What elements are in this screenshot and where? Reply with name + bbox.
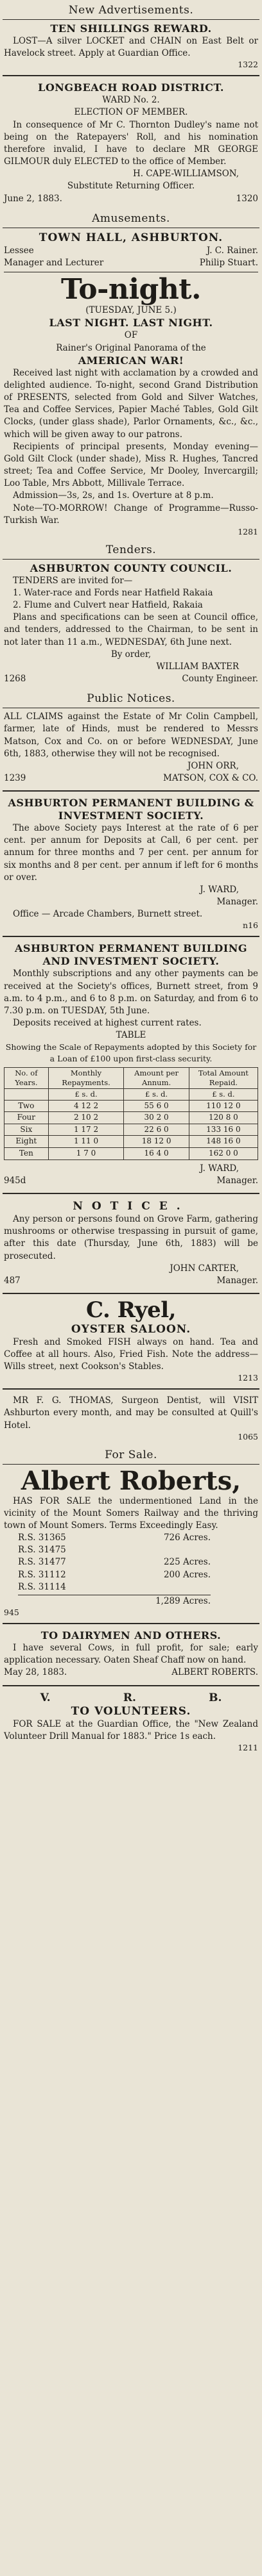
pbis-ad-2 bbox=[3, 940, 259, 1190]
county-council-ref: 1268 bbox=[4, 674, 26, 685]
dairymen-heading: TO DAIRYMEN AND OTHERS. bbox=[40, 1629, 222, 1642]
road-district-ref: 1320 bbox=[236, 193, 258, 204]
tender-item-1: 1. Water-race and Fords near Hatfield Rakaia bbox=[13, 587, 213, 598]
cell-total: 110 12 0 bbox=[189, 1100, 258, 1112]
lot-acres: 225 Acres. bbox=[163, 1557, 211, 1568]
tender-item-2: 2. Flume and Culvert near Hatfield, Rakaia bbox=[13, 600, 203, 611]
notice-heading: NOTICE. bbox=[73, 1199, 189, 1213]
reward-body: LOST—A silver LOCKET and CHAIN on East Belt or Havelock street. Apply at Guardian Office. bbox=[4, 36, 258, 59]
town-hall-body: Received last night with acclamation by a crowded and delighted audience. To-night, second Grand Distribution of PRESENTS, selected from Gold and Silver Watches, Tea and Coffee Services, Papier Maché Tables, Gold Gilt Clocks, (under glass shade), Parlor Ornaments, &c., &c., which will be given away to our patrons. bbox=[4, 367, 258, 440]
divider bbox=[3, 1293, 259, 1294]
road-district-date: June 2, 1883. bbox=[4, 193, 62, 204]
pbis-2-body-1: Monthly subscriptions and any other payments can be received at the Society's offices, Burnett street, from 9 a.m. to 4 p.m., and 6 to 8 p.m. on Saturday, and from 6 to 7.30 p.m. on TUESDAY, 5th June. bbox=[4, 968, 258, 1016]
list-item bbox=[18, 1569, 211, 1581]
road-district-ward: WARD No. 2. bbox=[102, 95, 160, 106]
ryel-ad bbox=[3, 1297, 259, 1386]
lessee-name: J. C. Rainer. bbox=[206, 245, 258, 256]
roberts-name: Albert Roberts, bbox=[21, 1465, 241, 1496]
claims-signer-2: MATSON, COX & CO. bbox=[163, 773, 258, 783]
tonight-title: To-night. bbox=[61, 273, 201, 306]
claims-body: ALL CLAIMS against the Estate of Mr Colin Campbell, farmer, late of Hinds, must be rendered to Messrs Matson, Cox and Co. on or before WEDNESDAY, June 6th, 1883, otherwise they will not be recognised. bbox=[4, 711, 258, 759]
table-row bbox=[4, 1148, 258, 1160]
cell-monthly: 4 12 2 bbox=[48, 1100, 124, 1112]
lot-rs: R.S. 31475 bbox=[18, 1545, 66, 1556]
divider bbox=[3, 1623, 259, 1624]
town-hall-note: Note—TO-MORROW! Change of Programme—Russo-Turkish War. bbox=[4, 503, 258, 526]
lots-list bbox=[4, 1532, 258, 1608]
divider bbox=[3, 790, 259, 792]
war-line: AMERICAN WAR! bbox=[78, 354, 184, 367]
lessee-label: Lessee bbox=[4, 245, 34, 256]
cell-years: Eight bbox=[4, 1136, 49, 1148]
lots-total-row bbox=[18, 1595, 211, 1608]
cell-annum: 55 6 0 bbox=[124, 1100, 189, 1112]
cell-annum: 16 4 0 bbox=[124, 1148, 189, 1160]
road-district-election: ELECTION OF MEMBER. bbox=[74, 107, 188, 118]
pbis-2-signer-title: Manager. bbox=[216, 1175, 258, 1186]
col-monthly: Monthly Repayments. bbox=[48, 1067, 124, 1088]
pbis-2-signer: J. WARD, bbox=[200, 1163, 239, 1174]
section-heading-for-sale: For Sale. bbox=[3, 1445, 259, 1465]
cell-monthly: 1 11 0 bbox=[48, 1136, 124, 1148]
table-row bbox=[4, 1112, 258, 1124]
pbis-2-heading: ASHBURTON PERMANENT BUILDING AND INVESTMENT SOCIETY. bbox=[14, 942, 248, 968]
thomas-ad bbox=[3, 1392, 259, 1444]
pbis-ad-1 bbox=[3, 794, 259, 933]
manager-label: Manager and Lecturer bbox=[4, 257, 104, 268]
table-caption: Showing the Scale of Repayments adopted by this Society for a Loan of £100 upon first-class security. bbox=[5, 1042, 257, 1064]
list-item bbox=[18, 1544, 211, 1556]
table-row bbox=[4, 1124, 258, 1136]
county-council-ad bbox=[3, 560, 259, 688]
reward-ref: 1322 bbox=[238, 60, 258, 70]
section-heading-public-notices: Public Notices. bbox=[3, 688, 259, 708]
cell-monthly: 1 17 2 bbox=[48, 1124, 124, 1136]
col-annum: Amount per Annum. bbox=[124, 1067, 189, 1088]
ryel-ref: 1213 bbox=[238, 1373, 258, 1383]
cell-monthly: 2 10 2 bbox=[48, 1112, 124, 1124]
town-hall-admission: Admission—3s, 2s, and 1s. Overture at 8 p.m. bbox=[13, 490, 214, 501]
roberts-ad bbox=[3, 1465, 259, 1620]
pbis-2-body-2: Deposits received at highest current rates. bbox=[13, 1018, 202, 1029]
vrb-letters bbox=[4, 1691, 258, 1704]
divider bbox=[3, 1193, 259, 1194]
county-council-signer: WILLIAM BAXTER bbox=[156, 661, 239, 672]
notice-ref: 487 bbox=[4, 1275, 21, 1286]
unit-monthly: £ s. d. bbox=[48, 1088, 124, 1100]
lot-acres: 200 Acres. bbox=[163, 1569, 211, 1580]
cell-total: 148 16 0 bbox=[189, 1136, 258, 1148]
pbis-1-heading: ASHBURTON PERMANENT BUILDING & INVESTMENT SOCIETY. bbox=[8, 797, 254, 822]
claims-ad bbox=[3, 708, 259, 788]
unit-blank bbox=[4, 1088, 49, 1100]
town-hall-recipients: Recipients of principal presents, Monday evening—Gold Gilt Clock (under shade), Miss R. Hughes, Tancred street; Tea and Coffee Service, Mr Dooley, Invercargill; Loo Table, Mrs Abbott, Millivale Terrace. bbox=[4, 441, 258, 489]
road-district-ad bbox=[3, 79, 259, 208]
col-years: No. of Years. bbox=[4, 1067, 49, 1088]
divider bbox=[3, 75, 259, 76]
cell-annum: 30 2 0 bbox=[124, 1112, 189, 1124]
county-council-signer-title: County Engineer. bbox=[182, 674, 258, 685]
cell-total: 133 16 0 bbox=[189, 1124, 258, 1136]
unit-annum: £ s. d. bbox=[124, 1088, 189, 1100]
road-district-signer-title: Substitute Returning Officer. bbox=[67, 181, 195, 192]
table-title: TABLE bbox=[116, 1030, 146, 1041]
repayment-table bbox=[4, 1067, 258, 1160]
vrb-letter: R. bbox=[123, 1691, 136, 1704]
lot-acres: 726 Acres. bbox=[163, 1533, 211, 1543]
county-council-heading: ASHBURTON COUNTY COUNCIL. bbox=[30, 561, 232, 574]
divider bbox=[3, 1685, 259, 1686]
notice-body: Any person or persons found on Grove Farm, gathering mushrooms or otherwise trespassing in pursuit of game, after this date (Thursday, June 6th, 1883) will be prosecuted. bbox=[4, 1214, 258, 1261]
cell-annum: 18 12 0 bbox=[124, 1136, 189, 1148]
roberts-ref: 945 bbox=[4, 1608, 19, 1618]
of-line: OF bbox=[124, 330, 138, 341]
list-item bbox=[18, 1581, 211, 1593]
roberts-body: HAS FOR SALE the undermentioned Land in the vicinity of the Mount Somers Railway and the thriving town of Mount Somers. Terms Exceedingly Easy. bbox=[4, 1495, 258, 1531]
divider bbox=[3, 936, 259, 937]
section-heading-amusements: Amusements. bbox=[3, 208, 259, 228]
town-hall-date: (TUESDAY, JUNE 5.) bbox=[85, 305, 177, 316]
town-hall-ref: 1281 bbox=[238, 526, 258, 536]
lot-rs: R.S. 31365 bbox=[18, 1533, 66, 1543]
reward-heading: TEN SHILLINGS REWARD. bbox=[50, 22, 212, 35]
section-heading-tenders: Tenders. bbox=[3, 540, 259, 560]
section-heading-new-ads: New Advertisements. bbox=[3, 0, 259, 20]
notice-signer-title: Manager. bbox=[216, 1275, 258, 1286]
thomas-ref: 1065 bbox=[238, 1431, 258, 1442]
pbis-1-ref: n16 bbox=[243, 920, 258, 931]
list-item bbox=[18, 1556, 211, 1568]
notice-ad bbox=[3, 1197, 259, 1290]
cell-total: 162 0 0 bbox=[189, 1148, 258, 1160]
road-district-body: In consequence of Mr C. Thornton Dudley's name not being on the Ratepayers' Roll, and his nomination therefore invalid, I have to declare MR GEORGE GILMOUR duly ELECTED to the office of Member. bbox=[4, 119, 258, 167]
cell-monthly: 1 7 0 bbox=[48, 1148, 124, 1160]
reward-ad bbox=[3, 20, 259, 72]
manager-name: Philip Stuart. bbox=[199, 257, 258, 268]
ryel-salon: OYSTER SALOON. bbox=[71, 1322, 191, 1336]
unit-total: £ s. d. bbox=[189, 1088, 258, 1100]
road-district-heading: LONGBEACH ROAD DISTRICT. bbox=[38, 81, 224, 94]
last-night-line: LAST NIGHT. LAST NIGHT. bbox=[49, 317, 213, 329]
volunteers-heading: TO VOLUNTEERS. bbox=[71, 1704, 191, 1718]
ryel-name: C. Ryel, bbox=[86, 1297, 176, 1323]
volunteers-body: FOR SALE at the Guardian Office, the "New Zealand Volunteer Drill Manual for 1883." Price 1s each. bbox=[4, 1718, 258, 1741]
panorama-line: Rainer's Original Panorama of the bbox=[56, 342, 206, 353]
dairymen-signer: ALBERT ROBERTS. bbox=[171, 1667, 258, 1678]
cell-total: 120 8 0 bbox=[189, 1112, 258, 1124]
county-council-body: Plans and specifications can be seen at Council office, and tenders, addressed to the Chairman, to be sent in not later than 11 a.m., WEDNESDAY, 6th June next. bbox=[4, 612, 258, 647]
lot-rs: R.S. 31477 bbox=[18, 1557, 66, 1568]
table-row bbox=[4, 1100, 258, 1112]
cell-years: Two bbox=[4, 1100, 49, 1112]
cell-years: Four bbox=[4, 1112, 49, 1124]
lot-rs: R.S. 31114 bbox=[18, 1581, 66, 1592]
pbis-1-signer: J. WARD, bbox=[200, 884, 239, 895]
pbis-1-office: Office — Arcade Chambers, Burnett street. bbox=[13, 909, 203, 920]
by-order: By order, bbox=[110, 649, 152, 660]
notice-signer: JOHN CARTER, bbox=[170, 1263, 239, 1274]
dairymen-date: May 28, 1883. bbox=[4, 1667, 67, 1678]
dairymen-ad bbox=[3, 1627, 259, 1682]
claims-signer-1: JOHN ORR, bbox=[187, 760, 239, 771]
volunteers-ref: 1211 bbox=[238, 1742, 258, 1752]
col-total: Total Amount Repaid. bbox=[189, 1067, 258, 1088]
tenders-invited: TENDERS are invited for— bbox=[13, 575, 133, 586]
table-header-row bbox=[4, 1067, 258, 1088]
vrb-letter: V. bbox=[40, 1691, 51, 1704]
dairymen-body: I have several Cows, in full profit, for sale; early application necessary. Oaten Sheaf Chaff now on hand. bbox=[4, 1643, 258, 1666]
claims-ref: 1239 bbox=[4, 773, 26, 783]
town-hall-heading: TOWN HALL, ASHBURTON. bbox=[39, 231, 223, 244]
town-hall-ad bbox=[3, 228, 259, 540]
ryel-body: Fresh and Smoked FISH always on hand. Tea and Coffee at all hours. Also, Fried Fish. Note the address—Wills street, next Cookson's Stables. bbox=[4, 1336, 258, 1372]
pbis-1-body: The above Society pays Interest at the rate of 6 per cent. per annum for Deposits at Call, 6 per cent. per annum for three months and 7 per cent. per annum for six months and 8 per cent. per annum if left for 6 months or over. bbox=[4, 823, 258, 883]
cell-years: Ten bbox=[4, 1148, 49, 1160]
thomas-body: MR F. G. THOMAS, Surgeon Dentist, will VISIT Ashburton every month, and may be consulted at Quill's Hotel. bbox=[4, 1395, 258, 1431]
pbis-2-ref: 945d bbox=[4, 1175, 26, 1186]
cell-annum: 22 6 0 bbox=[124, 1124, 189, 1136]
table-units-row bbox=[4, 1088, 258, 1100]
pbis-1-signer-title: Manager. bbox=[216, 897, 258, 908]
divider bbox=[3, 1388, 259, 1390]
vrb-letter: B. bbox=[209, 1691, 222, 1704]
road-district-signer: H. CAPE-WILLIAMSON, bbox=[132, 169, 239, 179]
lots-total: 1,289 Acres. bbox=[155, 1595, 211, 1606]
volunteers-ad bbox=[3, 1689, 259, 1756]
list-item bbox=[18, 1532, 211, 1544]
table-row bbox=[4, 1136, 258, 1148]
cell-years: Six bbox=[4, 1124, 49, 1136]
lot-rs: R.S. 31112 bbox=[18, 1569, 66, 1580]
